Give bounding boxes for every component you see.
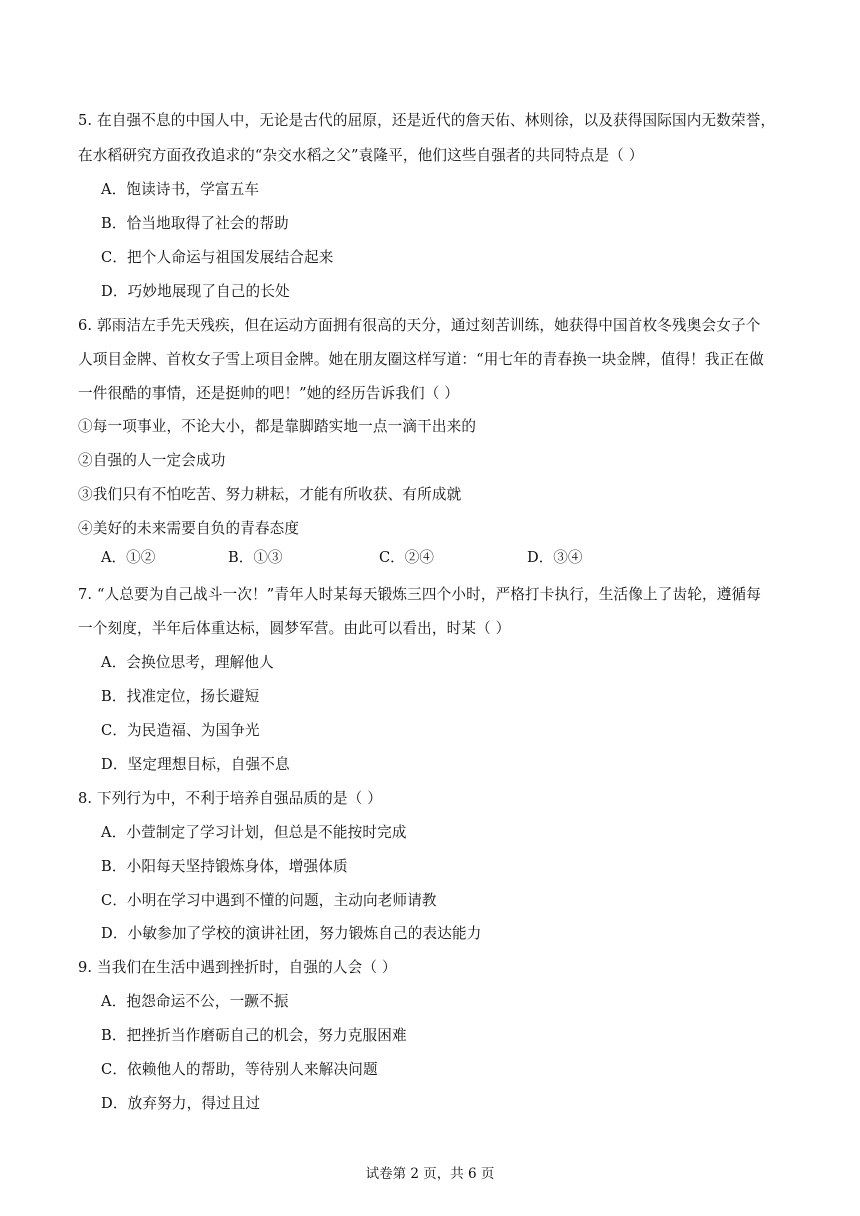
question-9-option-b: B．把挫折当作磨砺自己的机会，努力克服困难 [101, 1027, 407, 1044]
question-6-statement-4: ④美好的未来需要自负的青春态度 [78, 520, 300, 537]
question-9-option-a: A．抱怨命运不公，一蹶不振 [101, 993, 289, 1010]
question-7-option-d: D．坚定理想目标，自强不息 [101, 756, 290, 773]
question-7-stem-line-2: 一个刻度，半年后体重达标，圆梦军营。由此可以看出，时某（ ） [78, 620, 511, 637]
question-7-option-a: A．会换位思考，理解他人 [101, 654, 274, 671]
question-5-option-c: C．把个人命运与祖国发展结合起来 [101, 249, 334, 266]
question-6-options-row [101, 548, 701, 568]
question-9-option-d: D．放弃努力，得过且过 [101, 1095, 261, 1112]
question-9-stem: 9. 当我们在生活中遇到挫折时，自强的人会（ ） [78, 959, 397, 976]
question-7-option-b: B．找准定位，扬长避短 [101, 688, 260, 705]
question-8-option-a: A．小萱制定了学习计划，但总是不能按时完成 [101, 824, 407, 841]
question-6-statement-3: ③我们只有不怕吃苦、努力耕耘，才能有所收获、有所成就 [78, 486, 462, 503]
question-5-option-b: B．恰当地取得了社会的帮助 [101, 215, 289, 232]
question-6-stem-line-3: 一件很酷的事情，还是挺帅的吧！”她的经历告诉我们（ ） [78, 385, 459, 402]
question-5-option-d: D．巧妙地展现了自己的长处 [101, 283, 290, 300]
question-6-stem-line-1: 6. 郭雨洁左手先天残疾，但在运动方面拥有很高的天分，通过刻苦训练，她获得中国首枚冬残奥会女子个 [78, 317, 761, 334]
page-footer: 试卷第 2 页，共 6 页 [365, 1166, 495, 1182]
question-6-option-c: C．②④ [379, 549, 434, 566]
question-5-stem-line-1: 5. 在自强不息的中国人中，无论是古代的屈原，还是近代的詹天佑、林则徐，以及获得国际国内无数荣誉， [78, 112, 776, 129]
question-7-stem-line-1: 7. “人总要为自己战斗一次！”青年人时某每天锻炼三四个小时，严格打卡执行，生活像上了齿轮，遵循每 [78, 586, 761, 603]
question-8-stem: 8. 下列行为中，不利于培养自强品质的是（ ） [78, 790, 382, 807]
question-8-option-b: B．小阳每天坚持锻炼身体，增强体质 [101, 858, 348, 875]
question-6-stem-line-2: 人项目金牌、首枚女子雪上项目金牌。她在朋友圈这样写道：“用七年的青春换一块金牌，值得！我正在做 [78, 351, 764, 368]
question-6-option-d: D．③④ [527, 549, 583, 566]
question-6-statement-1: ①每一项事业，不论大小，都是靠脚踏实地一点一滴干出来的 [78, 418, 477, 435]
question-5-stem-line-2: 在水稻研究方面孜孜追求的“杂交水稻之父”袁隆平，他们这些自强者的共同特点是（ ） [78, 147, 644, 164]
question-8-option-d: D．小敏参加了学校的演讲社团，努力锻炼自己的表达能力 [101, 925, 482, 942]
question-5-option-a: A．饱读诗书，学富五车 [101, 181, 260, 198]
question-7-option-c: C．为民造福、为国争光 [101, 722, 260, 739]
question-6-statement-2: ②自强的人一定会成功 [78, 452, 226, 469]
question-8-option-c: C．小明在学习中遇到不懂的问题，主动向老师请教 [101, 892, 437, 909]
question-9-option-c: C．依赖他人的帮助，等待别人来解决问题 [101, 1061, 378, 1078]
question-6-option-b: B．①③ [228, 549, 283, 566]
question-6-option-a: A．①② [101, 549, 156, 566]
